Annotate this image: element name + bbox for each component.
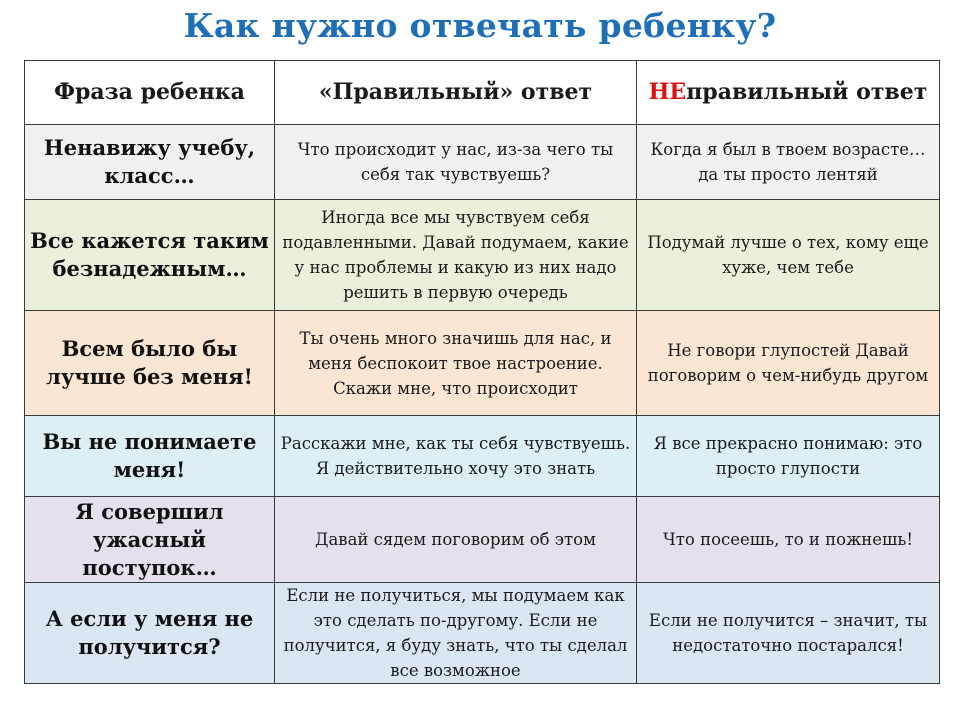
right-answer-cell: Иногда все мы чувствуем себя подавленными. Давай подумаем, какие у нас проблемы и какую из них надо решить в первую очередь xyxy=(275,200,637,311)
table-row xyxy=(25,583,940,684)
header-wrong-answer xyxy=(637,61,940,125)
child-phrase-cell: А если у меня не получится? xyxy=(25,583,275,684)
header-right-answer: «Правильный» ответ xyxy=(275,61,637,125)
answers-table xyxy=(24,60,940,684)
table-row xyxy=(25,416,940,497)
wrong-answer-cell: Я все прекрасно понимаю: это просто глупости xyxy=(637,416,940,497)
right-answer-cell: Расскажи мне, как ты себя чувствуешь. Я действительно хочу это знать xyxy=(275,416,637,497)
child-phrase-cell: Вы не понимаете меня! xyxy=(25,416,275,497)
right-answer-cell: Давай сядем поговорим об этом xyxy=(275,497,637,583)
child-phrase-cell: Все кажется таким безнадежным… xyxy=(25,200,275,311)
table-row xyxy=(25,125,940,200)
wrong-answer-cell: Не говори глупостей Давай поговорим о чем-нибудь другом xyxy=(637,311,940,416)
table-row xyxy=(25,497,940,583)
child-phrase-cell: Всем было бы лучше без меня! xyxy=(25,311,275,416)
header-wrong-rest: правильный ответ xyxy=(686,79,928,105)
page-title: Как нужно отвечать ребенку? xyxy=(183,6,777,45)
wrong-answer-cell: Когда я был в твоем возрасте… да ты просто лентяй xyxy=(637,125,940,200)
right-answer-cell: Если не получиться, мы подумаем как это сделать по-другому. Если не получится, я буду знать, что ты сделал все возможное xyxy=(275,583,637,684)
child-phrase-cell: Ненавижу учебу, класс… xyxy=(25,125,275,200)
right-answer-cell: Что происходит у нас, из-за чего ты себя так чувствуешь? xyxy=(275,125,637,200)
wrong-answer-cell: Подумай лучше о тех, кому еще хуже, чем тебе xyxy=(637,200,940,311)
right-answer-cell: Ты очень много значишь для нас, и меня беспокоит твое настроение. Скажи мне, что происходит xyxy=(275,311,637,416)
header-child-phrase: Фраза ребенка xyxy=(25,61,275,125)
table-row xyxy=(25,311,940,416)
child-phrase-cell: Я совершил ужасный поступок… xyxy=(25,497,275,583)
table-row xyxy=(25,200,940,311)
wrong-answer-cell: Что посеешь, то и пожнешь! xyxy=(637,497,940,583)
table-header-row xyxy=(25,61,940,125)
wrong-answer-cell: Если не получится – значит, ты недостаточно постарался! xyxy=(637,583,940,684)
header-wrong-prefix: НЕ xyxy=(648,79,687,105)
